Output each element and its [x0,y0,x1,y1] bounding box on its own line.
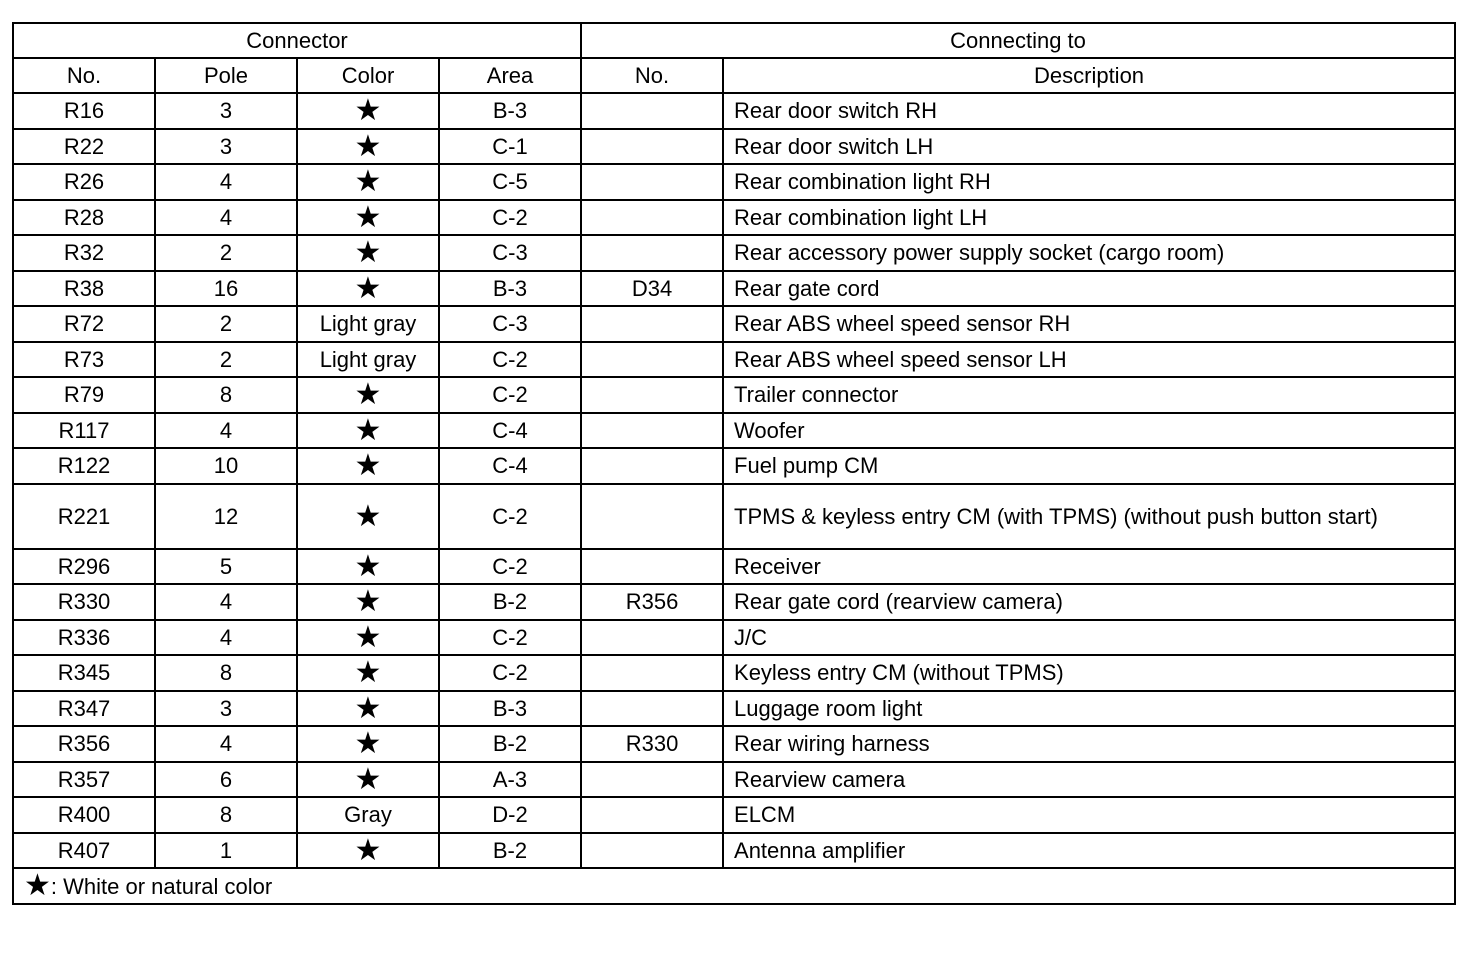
cell-color [297,726,439,762]
cell-connector-no: R330 [13,584,155,620]
cell-connecting-no [581,833,723,869]
table-row [13,164,1455,200]
table-row [13,271,1455,307]
cell-connecting-no [581,655,723,691]
cell-description: Fuel pump CM [723,448,1455,484]
cell-connector-no: R26 [13,164,155,200]
cell-connector-no: R16 [13,93,155,129]
cell-connecting-no [581,164,723,200]
star-icon: ★ [24,869,51,903]
cell-color [297,833,439,869]
cell-connecting-no: R330 [581,726,723,762]
table-row [13,377,1455,413]
star-icon: ★ [354,94,382,128]
cell-area: C-2 [439,342,581,378]
cell-pole: 4 [155,620,297,656]
cell-description: Keyless entry CM (without TPMS) [723,655,1455,691]
table-row [13,448,1455,484]
connecting-to-group-header: Connecting to [581,23,1455,58]
table-row [13,549,1455,585]
cell-color [297,484,439,549]
cell-connecting-no [581,484,723,549]
star-icon: ★ [354,691,382,725]
cell-connector-no: R357 [13,762,155,798]
cell-description: Woofer [723,413,1455,449]
cell-pole: 3 [155,93,297,129]
cell-connector-no: R38 [13,271,155,307]
cell-connector-no: R32 [13,235,155,271]
cell-pole: 4 [155,726,297,762]
table-row [13,484,1455,549]
table-row [13,762,1455,798]
cell-connecting-no [581,93,723,129]
cell-connecting-no [581,377,723,413]
table-row [13,413,1455,449]
cell-connecting-no [581,129,723,165]
cell-color [297,413,439,449]
cell-description: J/C [723,620,1455,656]
cell-description: Antenna amplifier [723,833,1455,869]
table-row [13,129,1455,165]
table-row [13,235,1455,271]
cell-description: Receiver [723,549,1455,585]
cell-color [297,377,439,413]
star-icon: ★ [354,236,382,270]
cell-connector-no: R122 [13,448,155,484]
cell-area: C-2 [439,377,581,413]
cell-color [297,549,439,585]
group-header-row [13,23,1455,58]
cell-area: C-5 [439,164,581,200]
cell-pole: 8 [155,797,297,833]
cell-color [297,584,439,620]
star-icon: ★ [354,271,382,305]
cell-description: Luggage room light [723,691,1455,727]
cell-connector-no: R72 [13,306,155,342]
cell-area: B-2 [439,584,581,620]
cell-pole: 4 [155,200,297,236]
cell-connecting-no [581,235,723,271]
cell-connecting-no [581,797,723,833]
cell-area: C-3 [439,235,581,271]
cell-connector-no: R296 [13,549,155,585]
cell-area: B-3 [439,93,581,129]
cell-color [297,691,439,727]
star-icon: ★ [354,200,382,234]
table-row [13,200,1455,236]
legend-row [13,868,1455,904]
table-row [13,655,1455,691]
cell-area: C-1 [439,129,581,165]
legend-text: : White or natural color [50,874,273,900]
cell-description: TPMS & keyless entry CM (with TPMS) (without push button start) [723,484,1455,549]
cell-description: Rear door switch RH [723,93,1455,129]
star-icon: ★ [354,165,382,199]
cell-area: A-3 [439,762,581,798]
table-row [13,726,1455,762]
cell-connecting-no [581,762,723,798]
cell-description: Rear accessory power supply socket (cargo room) [723,235,1455,271]
cell-connecting-no [581,342,723,378]
cell-connecting-no: D34 [581,271,723,307]
star-icon: ★ [354,413,382,447]
cell-connector-no: R347 [13,691,155,727]
cell-connector-no: R400 [13,797,155,833]
cell-connecting-no [581,306,723,342]
star-icon: ★ [354,833,382,867]
cell-connecting-no [581,691,723,727]
cell-pole: 4 [155,413,297,449]
cell-color: Light gray [297,306,439,342]
cell-description: Rear combination light RH [723,164,1455,200]
cell-pole: 2 [155,342,297,378]
cell-color [297,129,439,165]
cell-connector-no: R28 [13,200,155,236]
cell-pole: 4 [155,164,297,200]
cell-color [297,448,439,484]
table-row [13,620,1455,656]
cell-area: C-4 [439,413,581,449]
table-body [13,93,1455,868]
col-header-no: No. [13,58,155,93]
cell-pole: 8 [155,655,297,691]
table-row [13,833,1455,869]
cell-connecting-no: R356 [581,584,723,620]
cell-color [297,235,439,271]
cell-description: Rear ABS wheel speed sensor LH [723,342,1455,378]
cell-description: Rear gate cord [723,271,1455,307]
cell-color [297,164,439,200]
cell-connector-no: R221 [13,484,155,549]
cell-description: Rearview camera [723,762,1455,798]
star-icon: ★ [354,499,382,533]
cell-pole: 2 [155,235,297,271]
cell-description: Rear door switch LH [723,129,1455,165]
star-icon: ★ [354,620,382,654]
table-row [13,584,1455,620]
connector-group-header: Connector [13,23,581,58]
cell-pole: 3 [155,129,297,165]
cell-area: C-2 [439,549,581,585]
cell-pole: 10 [155,448,297,484]
cell-area: C-3 [439,306,581,342]
cell-connecting-no [581,200,723,236]
cell-pole: 6 [155,762,297,798]
table-row [13,342,1455,378]
cell-description: Rear wiring harness [723,726,1455,762]
star-icon: ★ [354,656,382,690]
cell-color [297,655,439,691]
cell-connector-no: R79 [13,377,155,413]
cell-color [297,93,439,129]
col-header-color: Color [297,58,439,93]
star-icon: ★ [354,727,382,761]
cell-area: C-2 [439,484,581,549]
cell-area: B-3 [439,271,581,307]
star-icon: ★ [354,449,382,483]
cell-description: ELCM [723,797,1455,833]
cell-area: B-2 [439,833,581,869]
star-icon: ★ [354,762,382,796]
cell-description: Rear combination light LH [723,200,1455,236]
cell-connector-no: R356 [13,726,155,762]
cell-description: Rear gate cord (rearview camera) [723,584,1455,620]
star-icon: ★ [354,378,382,412]
cell-area: C-2 [439,620,581,656]
cell-color [297,620,439,656]
cell-pole: 2 [155,306,297,342]
star-icon: ★ [354,129,382,163]
column-header-row [13,58,1455,93]
col-header-pole: Pole [155,58,297,93]
cell-pole: 4 [155,584,297,620]
cell-connector-no: R73 [13,342,155,378]
cell-connector-no: R336 [13,620,155,656]
cell-color: Light gray [297,342,439,378]
col-header-area: Area [439,58,581,93]
cell-connector-no: R407 [13,833,155,869]
cell-area: C-2 [439,655,581,691]
cell-area: D-2 [439,797,581,833]
table-row [13,93,1455,129]
star-icon: ★ [354,549,382,583]
cell-pole: 1 [155,833,297,869]
cell-area: B-2 [439,726,581,762]
connector-table [12,22,1456,905]
cell-color [297,200,439,236]
table-row [13,797,1455,833]
cell-connector-no: R345 [13,655,155,691]
cell-connector-no: R22 [13,129,155,165]
legend-cell [13,868,1455,904]
cell-area: C-2 [439,200,581,236]
cell-pole: 3 [155,691,297,727]
table-row [13,306,1455,342]
cell-description: Trailer connector [723,377,1455,413]
cell-color: Gray [297,797,439,833]
cell-pole: 16 [155,271,297,307]
cell-pole: 12 [155,484,297,549]
cell-connecting-no [581,620,723,656]
cell-area: B-3 [439,691,581,727]
table-row [13,691,1455,727]
star-icon: ★ [354,585,382,619]
col-header-description: Description [723,58,1455,93]
cell-connecting-no [581,549,723,585]
cell-pole: 8 [155,377,297,413]
col-header-to-no: No. [581,58,723,93]
cell-connector-no: R117 [13,413,155,449]
cell-pole: 5 [155,549,297,585]
cell-area: C-4 [439,448,581,484]
cell-color [297,271,439,307]
cell-connecting-no [581,413,723,449]
cell-description: Rear ABS wheel speed sensor RH [723,306,1455,342]
cell-color [297,762,439,798]
cell-connecting-no [581,448,723,484]
